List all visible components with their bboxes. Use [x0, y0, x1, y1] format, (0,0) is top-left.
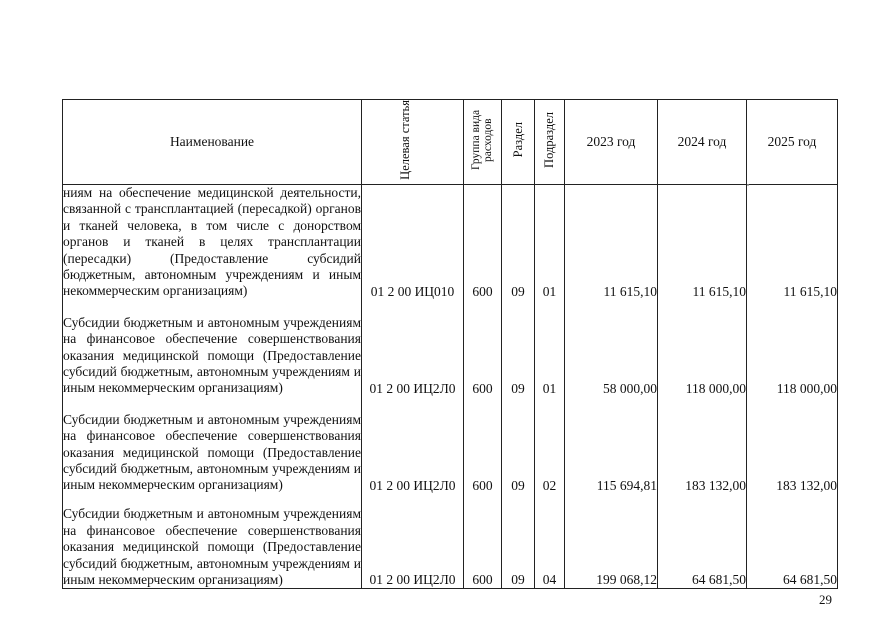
- row-subsection: 01: [535, 185, 565, 300]
- row-expense-group: 600: [464, 494, 502, 589]
- header-expense-group: Группа вида расходов: [464, 100, 502, 185]
- header-row: [63, 100, 838, 185]
- row-name: Субсидии бюджетным и автономным учреждениям на финансовое обеспечение совершенствования оказания медицинской помощи (Предоставление субсидий бюджетным, автономным учреждениям и иным некоммерческим организациям): [63, 397, 362, 494]
- table-row: [63, 185, 838, 300]
- row-subsection: 04: [535, 494, 565, 589]
- row-2023: 11 615,10: [565, 185, 658, 300]
- table-row: [63, 300, 838, 397]
- header-section: Раздел: [502, 100, 535, 185]
- row-expense-group: 600: [464, 397, 502, 494]
- row-2024: 64 681,50: [658, 494, 747, 589]
- table-row: [63, 397, 838, 494]
- row-2025: 11 615,10: [747, 185, 838, 300]
- row-section: 09: [502, 185, 535, 300]
- row-section: 09: [502, 300, 535, 397]
- row-section: 09: [502, 397, 535, 494]
- row-subsection: 01: [535, 300, 565, 397]
- row-target-article: 01 2 00 ИЦ010: [362, 185, 464, 300]
- row-expense-group: 600: [464, 185, 502, 300]
- row-2024: 183 132,00: [658, 397, 747, 494]
- row-subsection: 02: [535, 397, 565, 494]
- row-2025: 118 000,00: [747, 300, 838, 397]
- row-expense-group: 600: [464, 300, 502, 397]
- header-2023: 2023 год: [565, 100, 658, 185]
- row-2023: 58 000,00: [565, 300, 658, 397]
- row-2023: 199 068,12: [565, 494, 658, 589]
- row-2024: 11 615,10: [658, 185, 747, 300]
- scan-speck: [747, 184, 749, 186]
- row-2025: 183 132,00: [747, 397, 838, 494]
- header-name: Наименование: [63, 100, 362, 185]
- header-2025: 2025 год: [747, 100, 838, 185]
- row-name: ниям на обеспечение медицинской деятельности, связанной с трансплантацией (пересадкой) органов и тканей человека, в том числе с донорством органов и тканей в целях трансплантации (пересадки) (Предоставление субсидий бюджетным, автономным учреждениям и иным некоммерческим организациям): [63, 185, 361, 299]
- row-target-article: 01 2 00 ИЦ2Л0: [362, 494, 464, 589]
- page-number: 29: [819, 592, 832, 607]
- row-name: Субсидии бюджетным и автономным учреждениям на финансовое обеспечение совершенствования оказания медицинской помощи (Предоставление субсидий бюджетным, автономным учреждениям и иным некоммерческим организациям): [63, 494, 362, 589]
- row-section: 09: [502, 494, 535, 589]
- row-2025: 64 681,50: [747, 494, 838, 589]
- header-2024: 2024 год: [658, 100, 747, 185]
- header-subsection: Подраздел: [535, 100, 565, 185]
- row-2023: 115 694,81: [565, 397, 658, 494]
- budget-table: [62, 99, 838, 589]
- table-row: [63, 494, 838, 589]
- row-2024: 118 000,00: [658, 300, 747, 397]
- row-target-article: 01 2 00 ИЦ2Л0: [362, 300, 464, 397]
- header-target-article: Целевая статья: [362, 100, 464, 185]
- row-name: Субсидии бюджетным и автономным учреждениям на финансовое обеспечение совершенствования оказания медицинской помощи (Предоставление субсидий бюджетным, автономным учреждениям и иным некоммерческим организациям): [63, 300, 362, 397]
- row-target-article: 01 2 00 ИЦ2Л0: [362, 397, 464, 494]
- budget-sheet: [62, 99, 837, 588]
